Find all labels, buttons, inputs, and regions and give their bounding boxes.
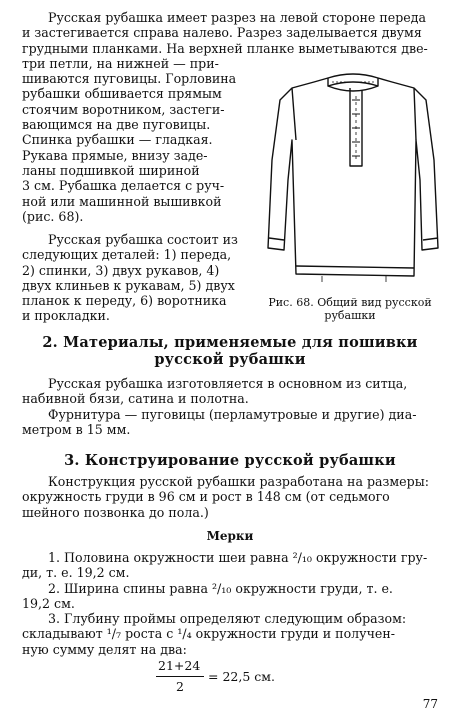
text-line: двух клиньев к рукавам, 5) двух (22, 277, 235, 293)
text-line: Русская рубашка имеет разрез на левой стороне переда (48, 10, 427, 25)
formula-denominator: 2 (176, 679, 184, 694)
text-line: стоячим воротником, застеги- (22, 101, 225, 117)
list-item: складывают ¹/₇ роста с ¹/₄ окружности груди и получен- (22, 626, 395, 642)
text-line: планок к переду, 6) воротника (22, 293, 227, 309)
heading-line: 3. Конструирование русской рубашки (64, 452, 396, 469)
fraction-bar (156, 676, 204, 677)
formula-numerator: 21+24 (158, 658, 201, 673)
page-number: 77 (422, 696, 438, 711)
text-line: 3 см. Рубашка делается с руч- (22, 178, 225, 194)
fittings-paragraph (22, 407, 438, 438)
measurements-subheading: Мерки (206, 529, 254, 543)
text-line: рубашки обшивается прямым (22, 86, 222, 102)
formula-result: = 22,5 см. (208, 669, 275, 684)
shirt-illustration (262, 70, 446, 290)
text-line: и прокладки. (22, 308, 110, 324)
text-line: ланы подшивкой шириной (22, 162, 200, 178)
heading-line: 2. Материалы, применяемые для пошивки (42, 334, 418, 351)
heading-line: русской рубашки (154, 351, 306, 368)
text-line: три петли, на нижней — при- (22, 55, 219, 71)
text-line: Спинка рубашки — гладкая. (22, 132, 213, 148)
list-item: 2. Ширина спины равна ²/₁₀ окружности груди, т. е. (48, 580, 393, 596)
text-line: вающимся на две пуговицы. (22, 117, 211, 133)
text-line: грудными планками. На верхней планке выметываются две- (22, 40, 428, 56)
text-line: и застегивается справа налево. Разрез заделывается двумя (22, 25, 422, 41)
text-line: следующих деталей: 1) переда, (22, 247, 232, 263)
list-item: 3. Глубину проймы определяют следующим образом: (48, 611, 407, 627)
figure-caption (252, 296, 448, 322)
parts-paragraph (22, 232, 254, 324)
text-line: Русская рубашка состоит из (48, 232, 238, 247)
list-item: 19,2 см. (22, 595, 75, 611)
text-line: шейного позвонка до пола.) (22, 504, 209, 520)
text-line: Рукава прямые, внизу заде- (22, 147, 208, 163)
text-line: Русская рубашка изготовляется в основном из ситца, (48, 376, 408, 391)
text-line: (рис. 68). (22, 208, 84, 224)
text-line: Конструкция русской рубашки разработана на размеры: (48, 474, 429, 489)
text-line: шиваются пуговицы. Горловина (22, 71, 237, 87)
list-item: 1. Половина окружности шеи равна ²/₁₀ окружности гру- (48, 550, 428, 565)
list-item: ную сумму делят на два: (22, 641, 187, 657)
measurements-list (22, 550, 438, 657)
materials-paragraph (22, 376, 438, 407)
text-line: метром в 15 мм. (22, 422, 131, 438)
text-line: ной или машинной вышивкой (22, 193, 222, 209)
text-line: окружность груди в 96 см и рост в 148 см (от седьмого (22, 489, 390, 505)
text-line: Фурнитура — пуговицы (перламутровые и другие) диа- (48, 407, 417, 422)
section-heading (0, 452, 460, 469)
text-line: набивной бязи, сатина и полотна. (22, 391, 249, 407)
section-heading (0, 334, 460, 368)
caption-line: рубашки (324, 309, 376, 322)
text-line: 2) спинки, 3) двух рукавов, 4) (22, 262, 220, 278)
caption-line: Рис. 68. Общий вид русской (268, 296, 432, 309)
construction-paragraph (22, 474, 438, 520)
list-item: ди, т. е. 19,2 см. (22, 565, 130, 581)
